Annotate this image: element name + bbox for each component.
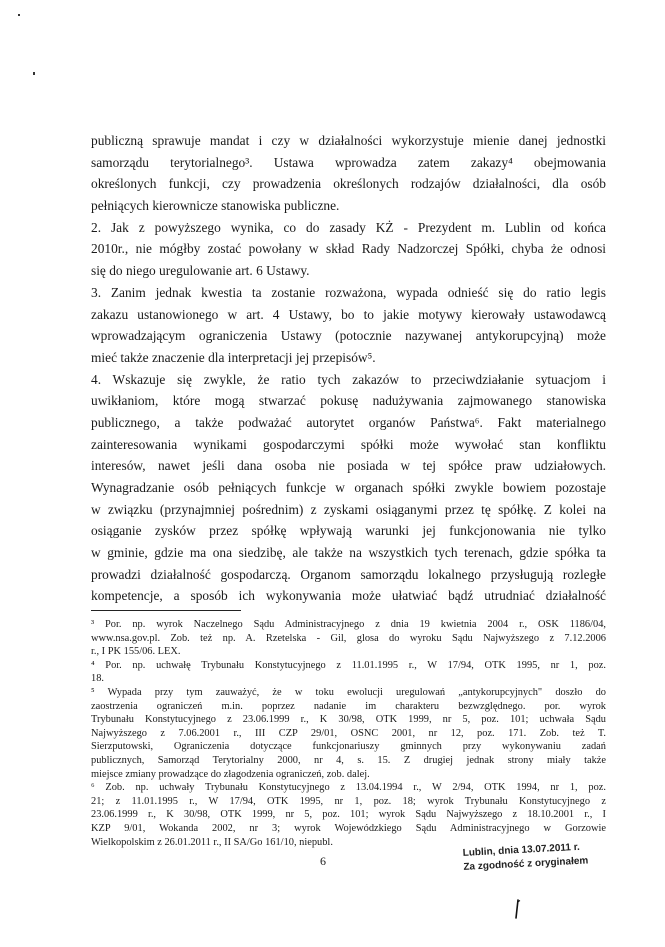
certification-note: Za zgodność z oryginałem [463, 855, 589, 873]
footnote-line: r., I PK 155/06. LEX. [91, 646, 181, 658]
text-line: mieć także znaczenie dla interpretacji jej przepisów⁵. [91, 349, 376, 365]
footnote-line: Wielkopolskim z 26.01.2011 r., II SA/Go 161/10, niepubl. [91, 836, 333, 848]
text-line: 2. Jak z powyższego wynika, co do zasady KŻ - Prezydent m. Lublin od końca [91, 219, 606, 235]
text-line: osiąganie zysków przez spółkę wpływają warunki jej funkcjonowania nie tylko [91, 523, 606, 539]
footnote-line: publicznych, Samorząd Terytorialny 2000, nr 4, s. 15. Z drugiej jednak strony miały także [91, 754, 606, 766]
paragraph-2 [91, 217, 606, 282]
text-line: kompetencje, a sposób ich wykonywania może ułatwiać bądź utrudniać działalność [91, 588, 606, 604]
footnote-line: ⁵ Wypada przy tym zauważyć, że w toku ewolucji uregulowań „antykorupcyjnych" doszło do [91, 686, 606, 698]
text-line: uwikłaniom, które mogą stwarzać pokusę nadużywania zajmowanego stanowiska [91, 393, 606, 409]
footnote-line: 21; z 11.01.1995 r., W 17/94, OTK 1995, nr 1, poz. 18; wyrok Trybunału Konstytucyjnego z [91, 795, 606, 807]
text-line: 3. Zanim jednak kwestia ta zostanie rozważona, wypada odnieść się do ratio legis [91, 284, 606, 300]
text-line: wprowadzającym ograniczenia Ustawy (potocznie nazywanej antykorupcyjną) może [91, 328, 606, 344]
page-number: 6 [320, 854, 326, 868]
text-line: określonych funkcji, czy prowadzenia określonych rodzajów działalności, dla osób [91, 176, 606, 192]
signature-mark [508, 898, 528, 920]
scan-artifact [33, 72, 35, 75]
text-line: Wynagradzanie osób pełniących funkcje w organach spółki zwykle bowiem pozostaje [91, 480, 606, 495]
text-line: 2010r., nie mógłby zostać powołany w skład Rady Nadzorczej Spółki, chyba że odnosi [91, 241, 606, 257]
text-line: pełniących kierownicze stanowiska publiczne. [91, 198, 340, 214]
text-line: w związku (przynajmniej pośrednim) z zyskami osiąganymi przez tę spółkę. Z kolei na [91, 501, 606, 517]
text-line: w gminie, gdzie ma ona siedzibę, ale także na wszystkich tych terenach, gdzie spółka ta [91, 545, 606, 561]
footnotes [91, 618, 606, 849]
footnote-line: Najwyższego z 7.06.2001 r., III CZP 29/01, OSNC 2001, nr 12, poz. 171. Zob. też T. [91, 727, 606, 739]
footnote-line[interactable]: www.nsa.gov.pl. Zob. też np. A. Rzetelska - Gil, glosa do wyroku Sądu Najwyższego z 7.12.2006 [91, 632, 606, 644]
footnote-line: 23.06.1999 r., K 30/98, OTK 1999, nr 5, poz. 101; wyrok Sądu Najwyższego z 18.10.2001 r., I [91, 809, 606, 821]
certification-date: Lublin, dnia 13.07.2011 r. [462, 841, 581, 859]
footnote-line: Sierzputowski, Ograniczenia dotyczące funkcjonariuszy gminnych przy wykonywaniu zadań [91, 741, 606, 753]
text-line: zainteresowania wynikami gospodarczymi spółki może wywołać stan konfliktu [91, 436, 606, 452]
body-text [91, 130, 606, 607]
footnote-separator [91, 610, 241, 611]
footnote-line: ⁶ Zob. np. uchwały Trybunału Konstytucyjnego z 13.04.1994 r., W 2/94, OTK 1994, nr 1, poz. [91, 782, 606, 794]
text-line: publicznego, a także podważać autorytet organów Państwa⁶. Fakt materialnego [91, 414, 606, 430]
text-line: zakazu ustanowionego w art. 4 Ustawy, bo to jakie motywy kierowały ustawodawcą [91, 306, 606, 322]
footnote-line: KZP 9/01, Wokanda 2002, nr 3; wyrok Wojewódzkiego Sądu Administracyjnego w Gorzowie [91, 822, 606, 834]
paragraph-3 [91, 282, 606, 369]
text-line: prowadzi działalność gospodarczą. Organom samorządu lokalnego przysługują rozległe [91, 566, 606, 582]
text-line: się do niego uregulowanie art. 6 Ustawy. [91, 263, 310, 279]
footnote-line: zaostrzenia ograniczeń m.in. poprzez nadanie im charakteru bezwzględnego. por. wyrok [91, 700, 606, 712]
paragraph-intro [91, 130, 606, 217]
footnote-line: Trybunału Konstytucyjnego z 23.06.1999 r., K 30/98, OTK 1999, nr 5, poz. 101; uchwała Sądu [91, 714, 606, 726]
text-line: interesów, nawet jeśli dana osoba nie posiada w tej spółce praw udziałowych. [91, 458, 606, 474]
text-line: 4. Wskazuje się zwykle, że ratio tych zakazów to przeciwdziałanie sytuacjom i [91, 371, 606, 387]
paragraph-4 [91, 369, 606, 608]
text-line: publiczną sprawuje mandat i czy w działalności wykorzystuje mienie danej jednostki [91, 133, 606, 148]
footnote-line: 18. [91, 673, 104, 685]
scan-artifact [18, 14, 20, 16]
footnote-line: ⁴ Por. np. uchwałę Trybunału Konstytucyjnego z 11.01.1995 r., W 17/94, OTK 1995, nr 1, poz. [91, 659, 606, 671]
text-line: samorządu terytorialnego³. Ustawa wprowadza zatem zakazy⁴ obejmowania [91, 154, 606, 170]
footnote-line: ³ Por. np. wyrok Naczelnego Sądu Administracyjnego z dnia 19 kwietnia 2004 r., OSK 1186/04, [91, 619, 606, 630]
footnote-line: miejsce zmiany prowadzące do złagodzenia ograniczeń, zob. dalej. [91, 768, 370, 780]
